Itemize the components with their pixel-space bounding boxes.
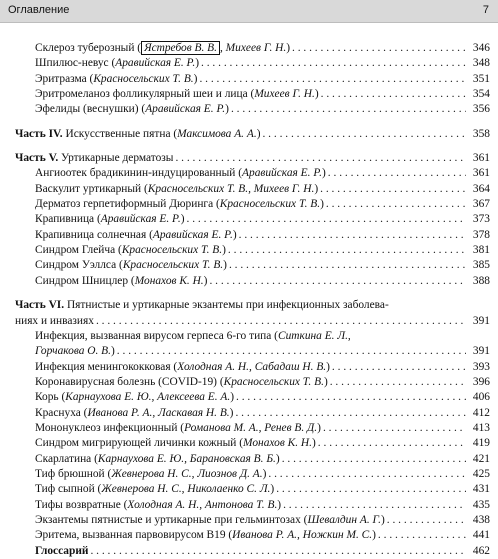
leader-dots xyxy=(292,41,466,56)
entry-authors: Аравийская Е. Р. xyxy=(145,103,226,116)
entry-title: Васкулит уртикарный xyxy=(35,182,142,195)
entry-page: 354 xyxy=(472,88,490,101)
toc-entry[interactable]: Синдром Шницлер (Монахов К. Н.) . . . 388 xyxy=(15,274,490,289)
leader-dots xyxy=(175,151,466,166)
entry-authors: Шевалдин А. Г. xyxy=(307,513,381,526)
entry-authors: Карнаухова Е. Ю., Барановская В. Б. xyxy=(97,452,276,465)
entry-authors-cont: Горчакова О. В. xyxy=(35,345,111,358)
entry-page: 391 xyxy=(472,345,490,358)
entry-authors: Красносельских Т. В. xyxy=(122,259,224,272)
part-label: Часть IV. xyxy=(15,127,63,140)
entry-title: Краснуха xyxy=(35,406,81,419)
leader-dots xyxy=(96,314,466,329)
entry-page: 367 xyxy=(472,198,490,211)
entry-authors: Аравийская Е. Р. xyxy=(115,57,196,70)
toc-entry[interactable]: Крапивница (Аравийская Е. Р.) . . . 373 xyxy=(15,212,490,227)
toc-entry[interactable]: Синдром Уэллса (Красносельских Т. В.) . . . 385 xyxy=(15,258,490,273)
toc-entry[interactable]: Краснуха (Иванова Р. А., Ласкавая Н. В.) . . . 412 xyxy=(15,406,490,421)
entry-page: 346 xyxy=(472,42,490,54)
entry-title: Инфекция менингококковая xyxy=(35,360,171,373)
leader-dots xyxy=(236,390,466,405)
leader-dots xyxy=(326,197,466,212)
entry-page: 351 xyxy=(472,72,490,85)
entry-page: 412 xyxy=(472,406,490,419)
entry-authors: Красносельских Т. В. xyxy=(93,72,194,85)
toc-entry[interactable]: Корь (Карнаухова Е. Ю., Алексеева Е. А.) . . . 406 xyxy=(15,390,490,405)
leader-dots xyxy=(321,87,466,102)
entry-authors: Холодная А. Н., Сабадаш Н. В. xyxy=(177,360,327,373)
entry-authors: , Михеев Г. Н. xyxy=(219,42,287,54)
entry-page: 361 xyxy=(472,167,490,180)
entry-page: 361 xyxy=(472,152,490,165)
toc-part-entry[interactable]: Часть IV. Искусственные пятна (Максимова А. А.) . . . 358 xyxy=(15,127,490,142)
toc-entry[interactable]: Синдром Глейча (Красносельских Т. В.) . . . 381 xyxy=(15,243,490,258)
entry-authors: Жевнерова Н. С., Лиознов Д. А. xyxy=(111,467,263,480)
leader-dots xyxy=(282,452,466,467)
header-page-number: 7 xyxy=(482,4,489,16)
leader-dots xyxy=(318,436,466,451)
entry-page: 391 xyxy=(472,314,490,327)
entry-page: 435 xyxy=(472,498,490,511)
leader-dots xyxy=(239,228,466,243)
entry-title: Тиф брюшной xyxy=(35,467,105,480)
leader-dots xyxy=(201,56,466,71)
entry-title: Коронавирусная болезнь (COVID-19) xyxy=(35,375,217,388)
entry-authors: Максимова А. А. xyxy=(177,127,257,140)
leader-dots xyxy=(199,72,466,87)
toc-entry[interactable]: Коронавирусная болезнь (COVID-19) (Красносельских Т. В.) . . . 396 xyxy=(15,375,490,390)
leader-dots xyxy=(332,360,466,375)
entry-title: Эритразма xyxy=(35,72,87,85)
entry-authors: Аравийская Е. Р. xyxy=(152,228,233,241)
leader-dots xyxy=(235,406,466,421)
leader-dots xyxy=(187,212,466,227)
toc-entry[interactable]: Эритромеланоз фолликулярный шеи и лица (Михеев Г. Н.) . . . 354 xyxy=(15,87,490,102)
leader-dots xyxy=(328,166,466,181)
entry-page: 396 xyxy=(472,375,490,388)
entry-title-line1: Пятнистые и уртикарные экзантемы при инфекционных заболева- xyxy=(66,299,389,312)
entry-page: 393 xyxy=(472,360,490,373)
entry-title: Тифы возвратные xyxy=(35,498,121,511)
entry-title: Шпилюс-невус xyxy=(35,57,109,70)
entry-authors: Романова М. А., Ренев В. Д. xyxy=(184,421,318,434)
entry-authors: Монахов К. Н. xyxy=(243,437,312,450)
entry-page: 425 xyxy=(472,467,490,480)
leader-dots xyxy=(229,258,466,273)
entry-title: Экзантемы пятнистые и уртикарные при гельминтозах xyxy=(35,513,301,526)
running-header xyxy=(0,0,498,23)
entry-authors: Иванова Р. А., Ножкин М. С. xyxy=(232,529,373,542)
entry-title: Искусственные пятна xyxy=(65,127,171,140)
entry-page: 378 xyxy=(472,228,490,241)
entry-authors: Холодная А. Н., Антонова Т. В. xyxy=(127,498,278,511)
toc-entry[interactable]: Тиф брюшной (Жевнерова Н. С., Лиознов Д. А.) . . . 425 xyxy=(15,467,490,482)
header-title: Оглавление xyxy=(8,4,70,16)
leader-dots xyxy=(323,421,466,436)
entry-page: 388 xyxy=(472,274,490,287)
entry-author-highlighted: Ястребов В. В. xyxy=(141,41,220,55)
entry-title: Уртикарные дерматозы xyxy=(61,152,174,165)
leader-dots xyxy=(117,344,466,359)
entry-authors: Красносельских Т. В. xyxy=(219,198,321,211)
leader-dots xyxy=(378,528,466,543)
entry-page: 356 xyxy=(472,103,490,116)
toc-part-entry[interactable] xyxy=(15,151,490,166)
entry-authors: Аравийская Е. Р. xyxy=(100,213,181,226)
entry-authors: Монахов К. Н. xyxy=(134,274,204,287)
entry-title: Дерматоз герпетиформный Дюринга xyxy=(35,198,214,211)
toc-entry[interactable]: Эфелиды (веснушки) (Аравийская Е. Р.) . . . 356 xyxy=(15,102,490,117)
toc-entry[interactable]: Ангиоотек брадикинин-индуцированный (Аравийская Е. Р.) . . . 361 xyxy=(15,166,490,181)
toc-entry[interactable]: Инфекция менингококковая (Холодная А. Н., Сабадаш Н. В.) . . . 393 xyxy=(15,360,490,375)
entry-title: Крапивница солнечная xyxy=(35,228,147,241)
toc-entry[interactable]: Синдром мигрирующей личинки кожный (Монахов К. Н.) . . . 419 xyxy=(15,436,490,451)
entry-page: 431 xyxy=(472,483,490,496)
toc-entry[interactable]: Тифы возвратные (Холодная А. Н., Антонова Т. В.) . . . 435 xyxy=(15,498,490,513)
leader-dots xyxy=(387,513,466,528)
entry-page: 438 xyxy=(472,513,490,526)
entry-page: 419 xyxy=(472,437,490,450)
entry-title: Склероз туберозный xyxy=(35,42,135,54)
entry-title-line2: ниях и инвазиях xyxy=(15,314,94,327)
leader-dots xyxy=(320,182,466,197)
toc-entry[interactable]: Дерматоз герпетиформный Дюринга (Красносельских Т. В.) . . . 367 xyxy=(15,197,490,212)
leader-dots xyxy=(262,127,466,142)
entry-title: Синдром мигрирующей личинки кожный xyxy=(35,437,237,450)
part-label: Часть V. xyxy=(15,152,59,165)
entry-authors: Аравийская Е. Р. xyxy=(242,167,322,180)
toc-entry[interactable]: Экзантемы пятнистые и уртикарные при гельминтозах (Шевалдин А. Г.) . . . 438 xyxy=(15,513,490,528)
entry-page: 462 xyxy=(472,544,490,557)
entry-authors: Иванова Р. А., Ласкавая Н. В. xyxy=(87,406,230,419)
leader-dots xyxy=(330,375,466,390)
entry-page: 381 xyxy=(472,244,490,257)
part-label: Часть VI. xyxy=(15,299,65,312)
toc-entry[interactable]: Крапивница солнечная (Аравийская Е. Р.) . . . 378 xyxy=(15,228,490,243)
leader-dots xyxy=(276,482,466,497)
entry-title: Синдром Шницлер xyxy=(35,274,129,287)
entry-title: Синдром Глейча xyxy=(35,244,116,257)
entry-title: Глоссарий xyxy=(35,544,89,557)
entry-authors: Ситкина Е. Л., xyxy=(277,329,351,342)
entry-title: Инфекция, вызванная вирусом герпеса 6-го типа xyxy=(35,329,272,342)
entry-page: 358 xyxy=(472,127,490,140)
entry-authors: Михеев Г. Н. xyxy=(254,88,315,101)
leader-dots xyxy=(283,498,466,513)
toc-entry[interactable]: Склероз туберозный ( Ястребов В. В. , Михеев Г. Н.) . . . 346 xyxy=(15,41,490,56)
entry-title: Скарлатина xyxy=(35,452,92,465)
entry-page: 385 xyxy=(472,259,490,272)
entry-title: Эритромеланоз фолликулярный шеи и лица xyxy=(35,88,248,101)
entry-authors: Красносельских Т. В. xyxy=(223,375,324,388)
toc-entry[interactable]: Васкулит уртикарный (Красносельских Т. В., Михеев Г. Н.) . . . 364 xyxy=(15,182,490,197)
toc-entry[interactable]: Эритема, вызванная парвовирусом В19 (Иванова Р. А., Ножкин М. С.) . . . 441 xyxy=(15,528,490,543)
toc-entry[interactable]: Тиф сыпной (Жевнерова Н. С., Николаенко С. Л.) . . . 431 xyxy=(15,482,490,497)
entry-title: Тиф сыпной xyxy=(35,483,95,496)
entry-page: 406 xyxy=(472,391,490,404)
toc-entry[interactable]: Инфекция, вызванная вирусом герпеса 6-го типа (Ситкина Е. Л., Горчакова О. В.) . . . 391 xyxy=(15,329,490,360)
leader-dots xyxy=(268,467,466,482)
table-of-contents xyxy=(15,41,490,559)
entry-page: 364 xyxy=(472,182,490,195)
toc-entry[interactable]: Эритразма (Красносельских Т. В.) . . . 351 xyxy=(15,72,490,87)
entry-title: Синдром Уэллса xyxy=(35,259,117,272)
entry-title: Эфелиды (веснушки) xyxy=(35,103,139,116)
entry-title: Корь xyxy=(35,391,59,404)
entry-authors: Карнаухова Е. Ю., Алексеева Е. А. xyxy=(65,391,231,404)
toc-entry[interactable]: Скарлатина (Карнаухова Е. Ю., Барановская В. Б.) . . . 421 xyxy=(15,452,490,467)
entry-title: Мононуклеоз инфекционный xyxy=(35,421,178,434)
entry-page: 348 xyxy=(472,57,490,70)
entry-authors: Красносельских Т. В. xyxy=(121,244,223,257)
entry-authors: Красносельских Т. В., Михеев Г. Н. xyxy=(147,182,315,195)
toc-part-entry[interactable] xyxy=(15,298,490,329)
toc-entry[interactable]: Шпилюс-невус (Аравийская Е. Р.) . . . 348 xyxy=(15,56,490,71)
entry-title: Крапивница xyxy=(35,213,95,226)
leader-dots xyxy=(228,243,466,258)
entry-page: 373 xyxy=(472,213,490,226)
entry-authors: Жевнерова Н. С., Николаенко С. Л. xyxy=(101,483,271,496)
entry-title: Ангиоотек брадикинин-индуцированный xyxy=(35,167,236,180)
leader-dots xyxy=(209,274,466,289)
toc-entry[interactable]: Мононуклеоз инфекционный (Романова М. А., Ренев В. Д.) . . . 413 xyxy=(15,421,490,436)
entry-title: Эритема, вызванная парвовирусом В19 xyxy=(35,529,226,542)
entry-page: 441 xyxy=(472,529,490,542)
entry-page: 413 xyxy=(472,421,490,434)
entry-page: 421 xyxy=(472,452,490,465)
leader-dots xyxy=(231,102,466,117)
